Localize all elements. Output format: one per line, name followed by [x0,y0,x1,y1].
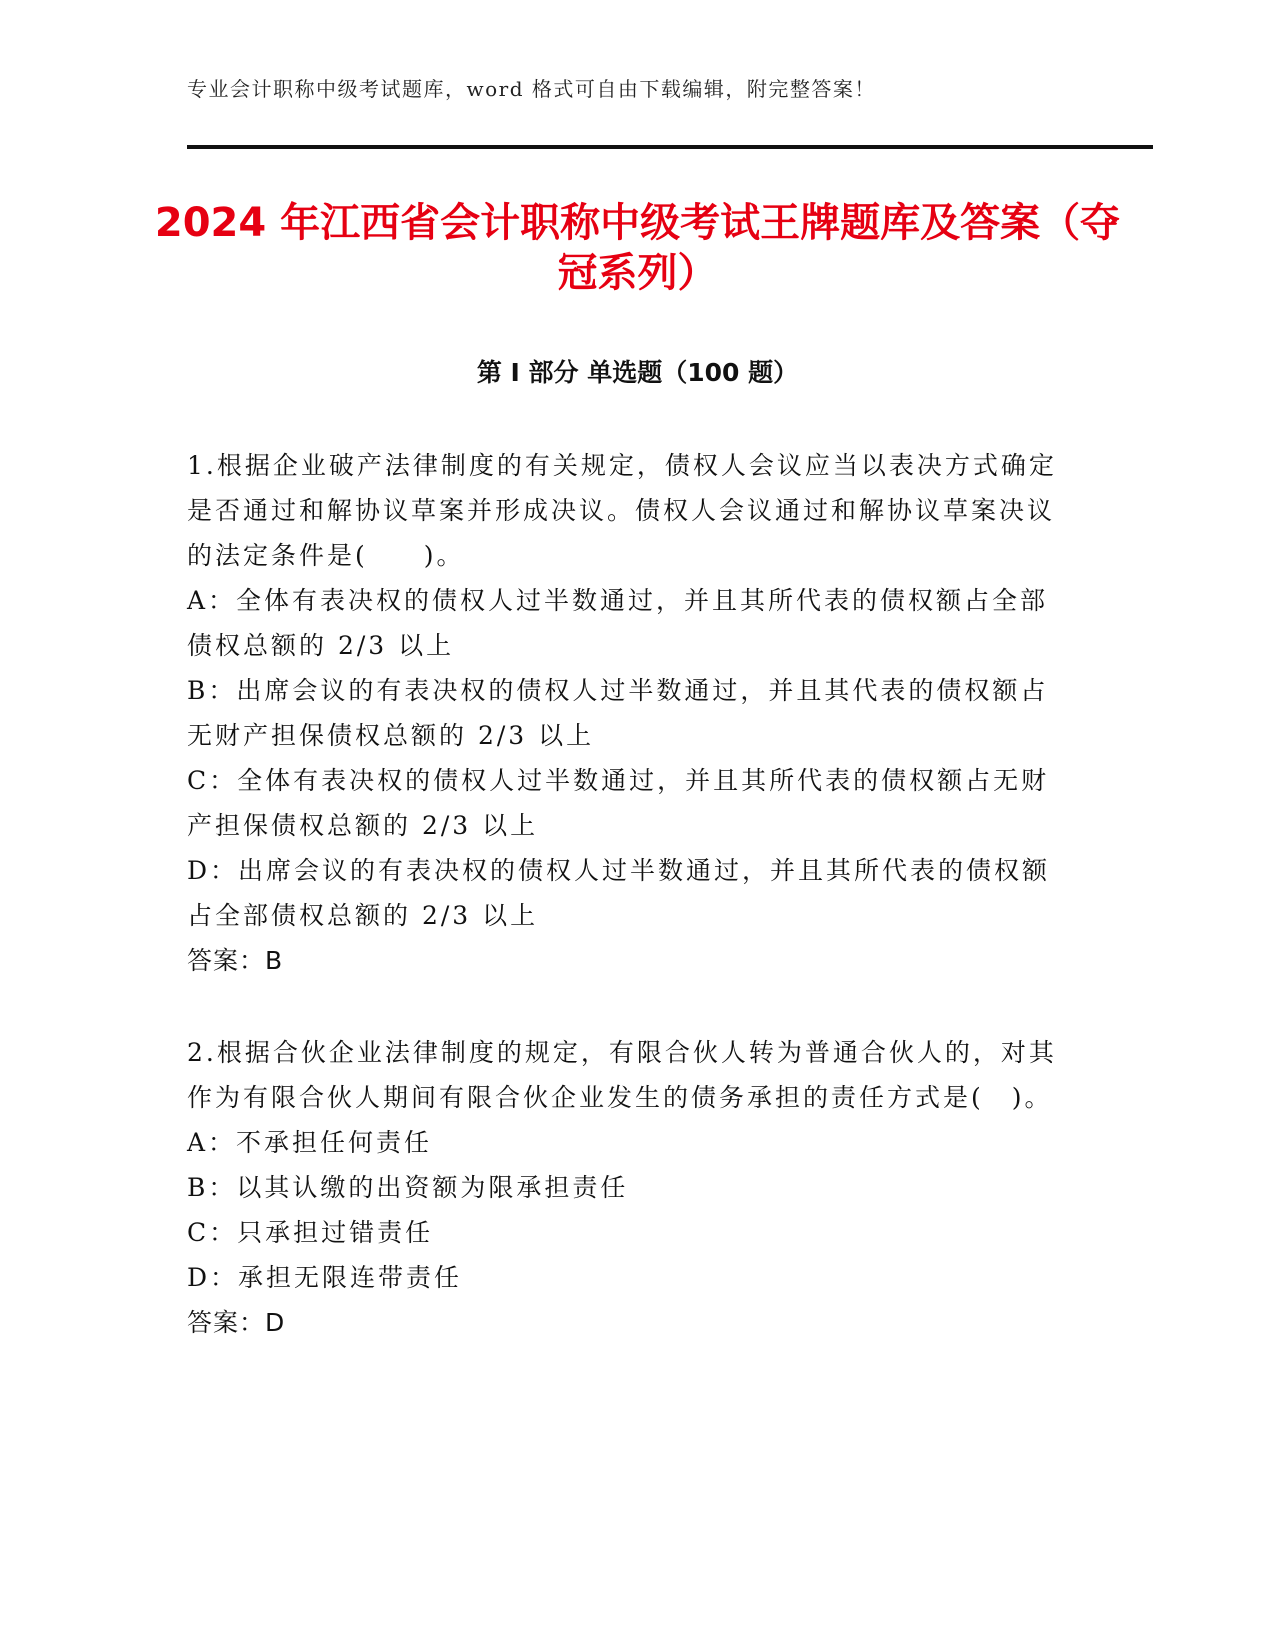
option-c: C：只承担过错责任 [187,1218,434,1247]
answer-line: 答案：D [187,1308,286,1337]
option-c: C：全体有表决权的债权人过半数通过，并且其所代表的债权额占无财产担保债权总额的 2/3 以上 [187,766,1050,840]
question-stem: 1.根据企业破产法律制度的有关规定，债权人会议应当以表决方式确定是否通过和解协议草案并形成决议。债权人会议通过和解协议草案决议的法定条件是( )。 [187,451,1057,570]
answer-line: 答案：B [187,946,284,975]
option-b: B：以其认缴的出资额为限承担责任 [187,1173,629,1202]
page-header [187,74,1087,104]
option-d: D：承担无限连带责任 [187,1263,463,1292]
question-1 [187,443,1067,983]
header-text: 专业会计职称中级考试题库，word 格式可自由下载编辑，附完整答案！ [187,77,876,101]
option-b: B：出席会议的有表决权的债权人过半数通过，并且其代表的债权额占无财产担保债权总额的 2/3 以上 [187,676,1049,750]
option-d: D：出席会议的有表决权的债权人过半数通过，并且其所代表的债权额占全部债权总额的 2/3 以上 [187,856,1051,930]
section-heading: 第 I 部分 单选题（100 题） [476,358,799,387]
option-a: A：全体有表决权的债权人过半数通过，并且其所代表的债权额占全部债权总额的 2/3 以上 [187,586,1049,660]
header-divider [187,145,1153,149]
question-2 [187,1030,1067,1345]
question-stem: 2.根据合伙企业法律制度的规定，有限合伙人转为普通合伙人的，对其作为有限合伙人期间有限合伙企业发生的债务承担的责任方式是( )。 [187,1038,1057,1112]
option-a: A：不承担任何责任 [187,1128,433,1157]
document-title: 2024 年江西省会计职称中级考试王牌题库及答案（夺冠系列） [154,200,1121,296]
